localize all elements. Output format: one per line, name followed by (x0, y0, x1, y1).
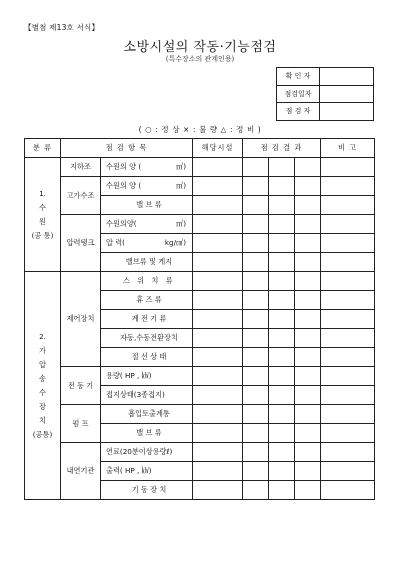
facility-cell[interactable] (193, 177, 243, 196)
form-id: 【별첨 제13호 서식】 (24, 23, 100, 32)
sign-box (276, 67, 374, 121)
result-cell[interactable] (243, 291, 269, 310)
remarks-cell[interactable] (321, 215, 375, 234)
result-cell[interactable] (295, 234, 321, 253)
facility-cell[interactable] (193, 367, 243, 386)
item-fuses: 휴 즈 류 (101, 291, 193, 310)
facility-cell[interactable] (193, 253, 243, 272)
facility-cell[interactable] (193, 215, 243, 234)
page-subtitle: (특수장소의 관계인용) (165, 55, 235, 63)
result-cell[interactable] (243, 481, 269, 500)
result-cell[interactable] (269, 234, 295, 253)
facility-cell[interactable] (193, 272, 243, 291)
item-auto-manual-switch: 자동,수동전환장치 (101, 329, 193, 348)
item-motor-grounding: 접지상태(3종접지) (101, 386, 193, 405)
result-cell[interactable] (269, 386, 295, 405)
table-row (25, 158, 375, 177)
result-cell[interactable] (243, 177, 269, 196)
sign-row-inspector (277, 103, 374, 121)
result-cell[interactable] (295, 405, 321, 424)
result-cell[interactable] (269, 310, 295, 329)
confirmer-field[interactable] (320, 68, 374, 86)
result-cell[interactable] (295, 177, 321, 196)
result-cell[interactable] (295, 215, 321, 234)
result-cell[interactable] (295, 158, 321, 177)
result-cell[interactable] (295, 272, 321, 291)
result-cell[interactable] (269, 348, 295, 367)
result-cell[interactable] (243, 386, 269, 405)
legend: ( ○ : 정 상 × : 불 량 △ : 정 비 ) (138, 125, 262, 134)
remarks-cell[interactable] (321, 272, 375, 291)
result-cell[interactable] (295, 386, 321, 405)
group-water: 1. 수 원 (공 통) (25, 158, 61, 272)
result-cell[interactable] (269, 272, 295, 291)
result-cell[interactable] (295, 481, 321, 500)
result-cell[interactable] (269, 481, 295, 500)
facility-cell[interactable] (193, 158, 243, 177)
table-row (25, 177, 375, 196)
result-cell[interactable] (243, 196, 269, 215)
remarks-cell[interactable] (321, 367, 375, 386)
result-cell[interactable] (243, 348, 269, 367)
item-elevated-water: 수원의 양 ( ㎥) (101, 177, 193, 196)
item-pressure: 압 력( kg/㎠) (101, 234, 193, 253)
facility-cell[interactable] (193, 424, 243, 443)
result-cell[interactable] (269, 253, 295, 272)
remarks-cell[interactable] (321, 291, 375, 310)
inspection-date-label: 점검일자 (277, 85, 320, 103)
subgroup-engine: 내연기관 (61, 443, 101, 500)
table-row (25, 443, 375, 462)
facility-cell[interactable] (193, 481, 243, 500)
inspection-date-field[interactable] (320, 85, 374, 103)
result-cell[interactable] (269, 424, 295, 443)
subgroup-pressure-tank: 압력탱크 (61, 215, 101, 272)
remarks-cell[interactable] (321, 310, 375, 329)
result-cell[interactable] (269, 329, 295, 348)
item-suction-discharge: 흡입토출계통 (101, 405, 193, 424)
remarks-cell[interactable] (321, 158, 375, 177)
remarks-cell[interactable] (321, 386, 375, 405)
page-title: 소방시설의 작동·기능점검 (123, 40, 277, 55)
facility-cell[interactable] (193, 405, 243, 424)
result-cell[interactable] (295, 367, 321, 386)
result-cell[interactable] (243, 310, 269, 329)
facility-cell[interactable] (193, 348, 243, 367)
result-cell[interactable] (295, 424, 321, 443)
result-cell[interactable] (269, 158, 295, 177)
remarks-cell[interactable] (321, 405, 375, 424)
result-cell[interactable] (243, 424, 269, 443)
result-cell[interactable] (295, 291, 321, 310)
facility-cell[interactable] (193, 443, 243, 462)
result-cell[interactable] (269, 462, 295, 481)
facility-cell[interactable] (193, 329, 243, 348)
item-relays: 계 전 기 류 (101, 310, 193, 329)
facility-cell[interactable] (193, 291, 243, 310)
result-cell[interactable] (243, 367, 269, 386)
result-cell[interactable] (295, 462, 321, 481)
item-motor-capacity: 용량( HP , ㎾) (101, 367, 193, 386)
remarks-cell[interactable] (321, 424, 375, 443)
result-cell[interactable] (269, 367, 295, 386)
item-switches: 스 위 치 류 (101, 272, 193, 291)
item-engine-output: 출력( HP , ㎾) (101, 462, 193, 481)
subgroup-pump: 펌 프 (61, 405, 101, 443)
facility-cell[interactable] (193, 310, 243, 329)
item-engine-fuel: 연료(20분이상용량ℓ) (101, 443, 193, 462)
result-cell[interactable] (243, 462, 269, 481)
inspector-label: 점 검 자 (277, 103, 320, 121)
sign-row-date (277, 85, 374, 103)
result-cell[interactable] (295, 348, 321, 367)
item-insulation: 절 선 상 태 (101, 348, 193, 367)
subgroup-control: 제어장치 (61, 272, 101, 367)
item-engine-starter: 기 동 장 치 (101, 481, 193, 500)
facility-cell[interactable] (193, 234, 243, 253)
inspection-table (24, 138, 375, 500)
item-underground-water: 수원의 양 ( ㎥) (101, 158, 193, 177)
table-row (25, 405, 375, 424)
table-row (25, 272, 375, 291)
remarks-cell[interactable] (321, 462, 375, 481)
result-cell[interactable] (295, 310, 321, 329)
item-pump-valve: 밸 브 류 (101, 424, 193, 443)
result-cell[interactable] (243, 215, 269, 234)
subgroup-underground: 지하조 (61, 158, 101, 177)
result-cell[interactable] (269, 215, 295, 234)
remarks-cell[interactable] (321, 253, 375, 272)
result-cell[interactable] (243, 158, 269, 177)
header-remarks: 비 고 (321, 139, 375, 158)
remarks-cell[interactable] (321, 348, 375, 367)
result-cell[interactable] (269, 177, 295, 196)
table-row (25, 367, 375, 386)
sign-row-confirmer (277, 68, 374, 86)
result-cell[interactable] (269, 405, 295, 424)
remarks-cell[interactable] (321, 481, 375, 500)
result-cell[interactable] (243, 329, 269, 348)
result-cell[interactable] (243, 234, 269, 253)
header-category: 분 류 (25, 139, 61, 158)
result-cell[interactable] (269, 443, 295, 462)
inspector-field[interactable] (320, 103, 374, 121)
result-cell[interactable] (269, 291, 295, 310)
remarks-cell[interactable] (321, 234, 375, 253)
table-row (25, 215, 375, 234)
result-cell[interactable] (269, 196, 295, 215)
remarks-cell[interactable] (321, 329, 375, 348)
remarks-cell[interactable] (321, 196, 375, 215)
subgroup-elevated-tank: 고가수조 (61, 177, 101, 215)
item-pressure-water: 수원의양( ㎥) (101, 215, 193, 234)
item-pressure-valve-gauge: 밸브류 및 게지 (101, 253, 193, 272)
result-cell[interactable] (295, 253, 321, 272)
result-cell[interactable] (243, 405, 269, 424)
result-cell[interactable] (295, 329, 321, 348)
group-pump: 2. 가 압 송 수 장 치 (공통) (25, 272, 61, 500)
remarks-cell[interactable] (321, 177, 375, 196)
result-cell[interactable] (243, 272, 269, 291)
result-cell[interactable] (295, 196, 321, 215)
item-elevated-valve: 밸 브 류 (101, 196, 193, 215)
facility-cell[interactable] (193, 196, 243, 215)
facility-cell[interactable] (193, 386, 243, 405)
header-facility: 해당시설 (193, 139, 243, 158)
remarks-cell[interactable] (321, 443, 375, 462)
result-cell[interactable] (243, 253, 269, 272)
result-cell[interactable] (243, 443, 269, 462)
header-result: 점 검 결 과 (243, 139, 321, 158)
confirmer-label: 확 인 자 (277, 68, 320, 86)
header-row (25, 139, 375, 158)
result-cell[interactable] (295, 443, 321, 462)
header-check-items: 점 검 항 목 (61, 139, 193, 158)
subgroup-motor: 전 동 기 (61, 367, 101, 405)
facility-cell[interactable] (193, 462, 243, 481)
